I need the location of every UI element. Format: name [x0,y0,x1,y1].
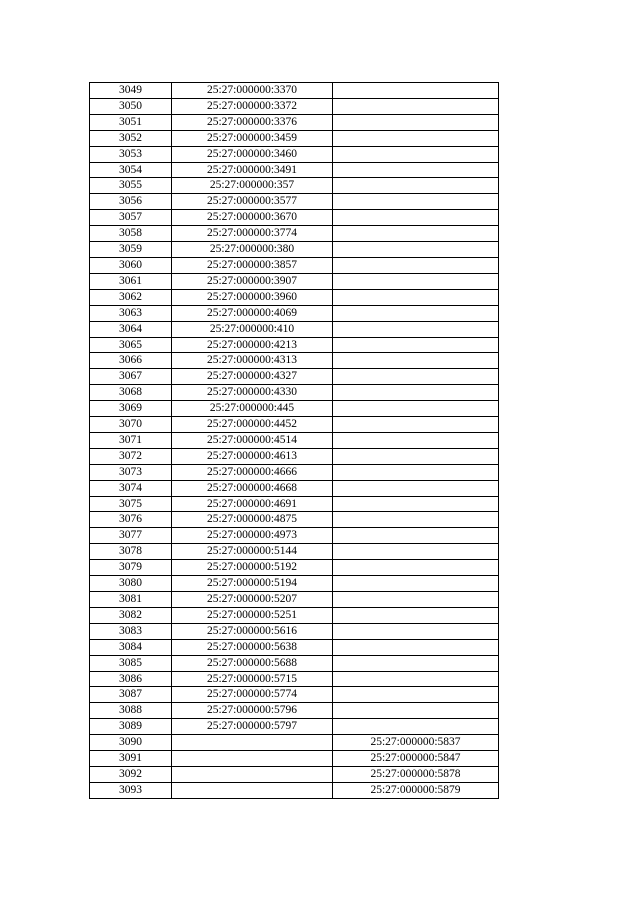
table-row [90,305,499,321]
table-body [90,83,499,799]
cadastral-number-cell-a [172,782,333,798]
table-row [90,321,499,337]
table-row [90,512,499,528]
cadastral-number-cell-b [333,385,499,401]
cadastral-number-cell-a: 25:27:000000:5638 [172,639,333,655]
row-number-cell: 3069 [90,401,172,417]
cadastral-number-cell-b [333,401,499,417]
cadastral-number-cell-a: 25:27:000000:4875 [172,512,333,528]
table-row [90,242,499,258]
cadastral-number-cell-a: 25:27:000000:357 [172,178,333,194]
cadastral-number-cell-b [333,448,499,464]
cadastral-number-cell-b [333,607,499,623]
row-number-cell: 3051 [90,114,172,130]
table-row [90,607,499,623]
cadastral-number-cell-b [333,257,499,273]
cadastral-number-cell-a: 25:27:000000:3577 [172,194,333,210]
row-number-cell: 3066 [90,353,172,369]
table-row [90,114,499,130]
cadastral-number-cell-a: 25:27:000000:4213 [172,337,333,353]
row-number-cell: 3065 [90,337,172,353]
table-row [90,480,499,496]
row-number-cell: 3061 [90,273,172,289]
cadastral-number-cell-a: 25:27:000000:5616 [172,623,333,639]
row-number-cell: 3062 [90,289,172,305]
cadastral-number-cell-b [333,114,499,130]
table-row [90,703,499,719]
cadastral-number-cell-a: 25:27:000000:410 [172,321,333,337]
cadastral-number-cell-b [333,703,499,719]
cadastral-number-cell-a [172,766,333,782]
cadastral-number-cell-a: 25:27:000000:4069 [172,305,333,321]
cadastral-number-cell-a: 25:27:000000:445 [172,401,333,417]
row-number-cell: 3088 [90,703,172,719]
table-row [90,782,499,798]
table-row [90,592,499,608]
table-row [90,623,499,639]
row-number-cell: 3085 [90,655,172,671]
cadastral-number-cell-b: 25:27:000000:5879 [333,782,499,798]
cadastral-number-cell-b [333,719,499,735]
table-row [90,337,499,353]
table-row [90,273,499,289]
table-row [90,401,499,417]
row-number-cell: 3057 [90,210,172,226]
row-number-cell: 3052 [90,130,172,146]
table-row [90,719,499,735]
table-row [90,98,499,114]
row-number-cell: 3064 [90,321,172,337]
cadastral-number-cell-b [333,639,499,655]
table-row [90,162,499,178]
cadastral-number-cell-a: 25:27:000000:5192 [172,560,333,576]
row-number-cell: 3067 [90,369,172,385]
cadastral-number-cell-b [333,194,499,210]
row-number-cell: 3080 [90,576,172,592]
cadastral-number-cell-b [333,83,499,99]
table-row [90,289,499,305]
cadastral-number-cell-b [333,417,499,433]
cadastral-number-cell-a: 25:27:000000:3670 [172,210,333,226]
cadastral-number-cell-b [333,321,499,337]
cadastral-number-cell-b [333,210,499,226]
row-number-cell: 3074 [90,480,172,496]
cadastral-number-cell-b [333,623,499,639]
cadastral-number-cell-a: 25:27:000000:5688 [172,655,333,671]
cadastral-number-cell-a: 25:27:000000:4327 [172,369,333,385]
table-row [90,735,499,751]
table-row [90,210,499,226]
cadastral-number-cell-b [333,273,499,289]
cadastral-number-cell-b [333,496,499,512]
cadastral-number-cell-b: 25:27:000000:5847 [333,751,499,767]
table-row [90,544,499,560]
table-row [90,353,499,369]
cadastral-number-cell-b [333,592,499,608]
cadastral-number-cell-b [333,178,499,194]
cadastral-number-cell-b [333,242,499,258]
cadastral-number-cell-b [333,305,499,321]
cadastral-number-cell-b [333,671,499,687]
row-number-cell: 3093 [90,782,172,798]
table-row [90,464,499,480]
row-number-cell: 3054 [90,162,172,178]
cadastral-number-cell-a: 25:27:000000:4452 [172,417,333,433]
row-number-cell: 3090 [90,735,172,751]
cadastral-number-cell-a: 25:27:000000:3774 [172,226,333,242]
row-number-cell: 3086 [90,671,172,687]
cadastral-number-cell-a: 25:27:000000:4613 [172,448,333,464]
row-number-cell: 3055 [90,178,172,194]
table-row [90,432,499,448]
table-row [90,226,499,242]
cadastral-number-cell-a: 25:27:000000:3960 [172,289,333,305]
row-number-cell: 3056 [90,194,172,210]
cadastral-number-cell-a: 25:27:000000:4973 [172,528,333,544]
row-number-cell: 3083 [90,623,172,639]
row-number-cell: 3063 [90,305,172,321]
table-row [90,369,499,385]
cadastral-number-cell-b [333,576,499,592]
cadastral-number-cell-a: 25:27:000000:4666 [172,464,333,480]
row-number-cell: 3091 [90,751,172,767]
cadastral-number-cell-b [333,464,499,480]
cadastral-number-cell-b [333,528,499,544]
row-number-cell: 3050 [90,98,172,114]
row-number-cell: 3092 [90,766,172,782]
table-row [90,560,499,576]
cadastral-number-cell-a: 25:27:000000:5774 [172,687,333,703]
table-row [90,766,499,782]
table-row [90,496,499,512]
row-number-cell: 3076 [90,512,172,528]
cadastral-number-cell-a: 25:27:000000:4330 [172,385,333,401]
table-row [90,448,499,464]
cadastral-number-cell-a: 25:27:000000:3491 [172,162,333,178]
cadastral-number-cell-b [333,98,499,114]
cadastral-number-cell-a: 25:27:000000:3459 [172,130,333,146]
cadastral-number-cell-a: 25:27:000000:3907 [172,273,333,289]
row-number-cell: 3077 [90,528,172,544]
cadastral-number-cell-a: 25:27:000000:3376 [172,114,333,130]
cadastral-number-cell-b: 25:27:000000:5837 [333,735,499,751]
table-row [90,178,499,194]
table-row [90,417,499,433]
cadastral-number-cell-a: 25:27:000000:4668 [172,480,333,496]
row-number-cell: 3078 [90,544,172,560]
cadastral-number-cell-a: 25:27:000000:3372 [172,98,333,114]
row-number-cell: 3087 [90,687,172,703]
cadastral-number-cell-a [172,751,333,767]
row-number-cell: 3058 [90,226,172,242]
table-row [90,528,499,544]
cadastral-number-cell-b [333,289,499,305]
table-row [90,639,499,655]
table-row [90,83,499,99]
row-number-cell: 3053 [90,146,172,162]
cadastral-number-cell-b [333,130,499,146]
table-row [90,130,499,146]
cadastral-number-cell-a: 25:27:000000:4691 [172,496,333,512]
cadastral-number-cell-a: 25:27:000000:5715 [172,671,333,687]
table-row [90,146,499,162]
cadastral-number-cell-b [333,432,499,448]
row-number-cell: 3075 [90,496,172,512]
cadastral-number-cell-a: 25:27:000000:4313 [172,353,333,369]
table-row [90,194,499,210]
cadastral-number-cell-a: 25:27:000000:5797 [172,719,333,735]
row-number-cell: 3068 [90,385,172,401]
cadastral-number-cell-a [172,735,333,751]
cadastral-number-cell-b [333,544,499,560]
cadastral-number-cell-b: 25:27:000000:5878 [333,766,499,782]
cadastral-number-cell-a: 25:27:000000:380 [172,242,333,258]
row-number-cell: 3081 [90,592,172,608]
cadastral-number-cell-a: 25:27:000000:3460 [172,146,333,162]
table-row [90,751,499,767]
cadastral-number-cell-b [333,162,499,178]
cadastral-number-cell-a: 25:27:000000:5207 [172,592,333,608]
table-row [90,257,499,273]
cadastral-number-table [89,82,499,799]
row-number-cell: 3073 [90,464,172,480]
cadastral-number-cell-a: 25:27:000000:3370 [172,83,333,99]
row-number-cell: 3072 [90,448,172,464]
row-number-cell: 3079 [90,560,172,576]
cadastral-number-cell-a: 25:27:000000:3857 [172,257,333,273]
cadastral-number-cell-a: 25:27:000000:5796 [172,703,333,719]
row-number-cell: 3089 [90,719,172,735]
row-number-cell: 3059 [90,242,172,258]
row-number-cell: 3049 [90,83,172,99]
table-row [90,385,499,401]
cadastral-number-cell-a: 25:27:000000:5194 [172,576,333,592]
cadastral-number-cell-b [333,146,499,162]
cadastral-number-cell-b [333,480,499,496]
table-row [90,655,499,671]
cadastral-number-cell-b [333,560,499,576]
cadastral-number-cell-b [333,337,499,353]
cadastral-number-cell-a: 25:27:000000:5251 [172,607,333,623]
row-number-cell: 3060 [90,257,172,273]
table-row [90,576,499,592]
cadastral-number-cell-b [333,226,499,242]
cadastral-number-cell-b [333,687,499,703]
table-row [90,687,499,703]
cadastral-number-cell-b [333,353,499,369]
cadastral-number-cell-b [333,369,499,385]
cadastral-number-cell-a: 25:27:000000:4514 [172,432,333,448]
row-number-cell: 3082 [90,607,172,623]
cadastral-number-cell-b [333,655,499,671]
cadastral-number-cell-b [333,512,499,528]
cadastral-number-cell-a: 25:27:000000:5144 [172,544,333,560]
row-number-cell: 3084 [90,639,172,655]
row-number-cell: 3071 [90,432,172,448]
row-number-cell: 3070 [90,417,172,433]
table-row [90,671,499,687]
